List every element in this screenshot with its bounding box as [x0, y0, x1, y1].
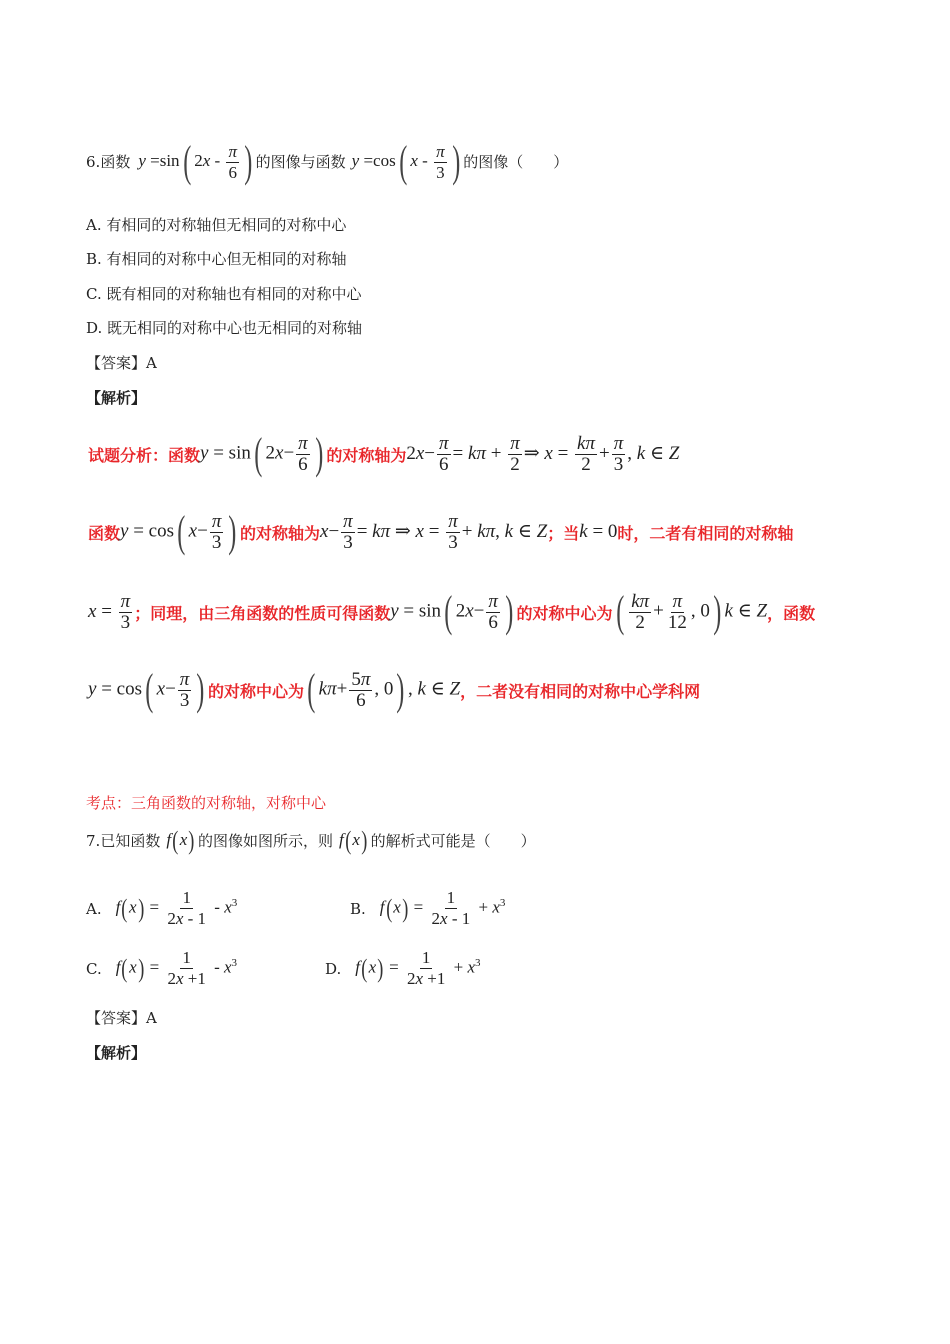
q7-option-c: C. f(x) = $\frac{1}{2x +1}$ - $x^3$ — [86, 948, 238, 988]
analysis-line-4: y = cos( x− $\frac{\pi}{3}$ ) 的对称中心为 ( kπ+ $\frac{5\pi}{6}$ , 0) , k ∈ Z ，二者没有相同的对称中心学科网 — [88, 665, 701, 714]
q6-stem: 6. 函数 y =sin( 2x - $\frac{\pi}{6}$ ) 的图像与函数 y =cos( x - $\frac{\pi}{3}$ ) 的图像（ ） — [86, 137, 569, 186]
formula-sin-center-point: ( $\frac{k\pi}{2}$ + $\frac{\pi}{12}$ , 0) k ∈ Z — [615, 587, 768, 636]
formula-y-cos: y =cos( x - $\frac{\pi}{3}$ ) — [351, 137, 460, 186]
q6-option-a: A. 有相同的对称轴但无相同的对称中心 — [86, 216, 347, 234]
q7-answer: 【答案】A — [86, 1009, 157, 1027]
q7-number: 7. — [86, 832, 101, 850]
formula-cos-axis: y = cos( x− $\frac{\pi}{3}$ ) — [120, 507, 237, 556]
q7-option-d: D. f(x) = $\frac{1}{2x +1}$ + $x^3$ — [325, 948, 481, 988]
q6-option-b: B. 有相同的对称中心但无相同的对称轴 — [86, 250, 347, 268]
q6-option-c: C. 既有相同的对称轴也有相同的对称中心 — [86, 285, 362, 303]
formula-axis-equation: 2x− $\frac{\pi}{6}$ = kπ + $\frac{\pi}{2}$ ⇒ x = $\frac{k\pi}{2}$ + $\frac{\pi}{3}$ , k ∈ Z — [406, 432, 680, 475]
q7-analysis-label: 【解析】 — [86, 1044, 147, 1062]
q6-number: 6. — [86, 153, 101, 171]
analysis-line-1: 试题分析：函数 y = sin( 2x− $\frac{\pi}{6}$ ) 的对称轴为 2x− $\frac{\pi}{6}$ = kπ + $\frac{\pi}{2}$ ⇒ x = $\frac{k\pi}{2}$ + $\frac{\pi}{3}$ , k ∈ Z — [88, 429, 680, 478]
formula-sin-center: y = sin( 2x− $\frac{\pi}{6}$ ) — [390, 587, 514, 636]
formula-cos-center-point: ( kπ+ $\frac{5\pi}{6}$ , 0) , k ∈ Z — [307, 665, 461, 714]
formula-y-sin: y =sin( 2x - $\frac{\pi}{6}$ ) — [138, 137, 253, 186]
formula-sin-axis: y = sin( 2x− $\frac{\pi}{6}$ ) — [200, 429, 324, 478]
analysis-line-3: x = $\frac{\pi}{3}$ ；同理，由三角函数的性质可得函数 y = sin( 2x− $\frac{\pi}{6}$ ) 的对称中心为 ( $\frac{k\pi}{2}$ + $\frac{\pi}{12}$ , 0) k ∈ Z ，函数 — [88, 587, 816, 636]
q7-option-b: B. f(x) = $\frac{1}{2x - 1}$ + $x^3$ — [350, 888, 506, 928]
q7-option-a: A. f(x) = $\frac{1}{2x - 1}$ - $x^3$ — [86, 888, 238, 928]
q6-option-d: D. 既无相同的对称中心也无相同的对称轴 — [86, 319, 363, 337]
q6-answer: 【答案】A — [86, 354, 157, 372]
analysis-line-2: 函数 y = cos( x− $\frac{\pi}{3}$ ) 的对称轴为 x− $\frac{\pi}{3}$ = kπ ⇒ x = $\frac{\pi}{3}$ + kπ, k ∈ Z ；当 k = 0 时，二者有相同的对称轴 — [88, 507, 794, 556]
q7-stem: 7. 已知函数 f(x) 的图像如图所示，则 f(x) 的解析式可能是（ ） — [86, 826, 536, 855]
q6-kaodian: 考点：三角函数的对称轴，对称中心 — [86, 794, 327, 812]
q6-analysis-label: 【解析】 — [86, 389, 147, 407]
formula-cos-axis-equation: x− $\frac{\pi}{3}$ = kπ ⇒ x = $\frac{\pi}{3}$ + kπ, k ∈ Z — [320, 510, 548, 553]
formula-cos-center: y = cos( x− $\frac{\pi}{3}$ ) — [88, 665, 205, 714]
